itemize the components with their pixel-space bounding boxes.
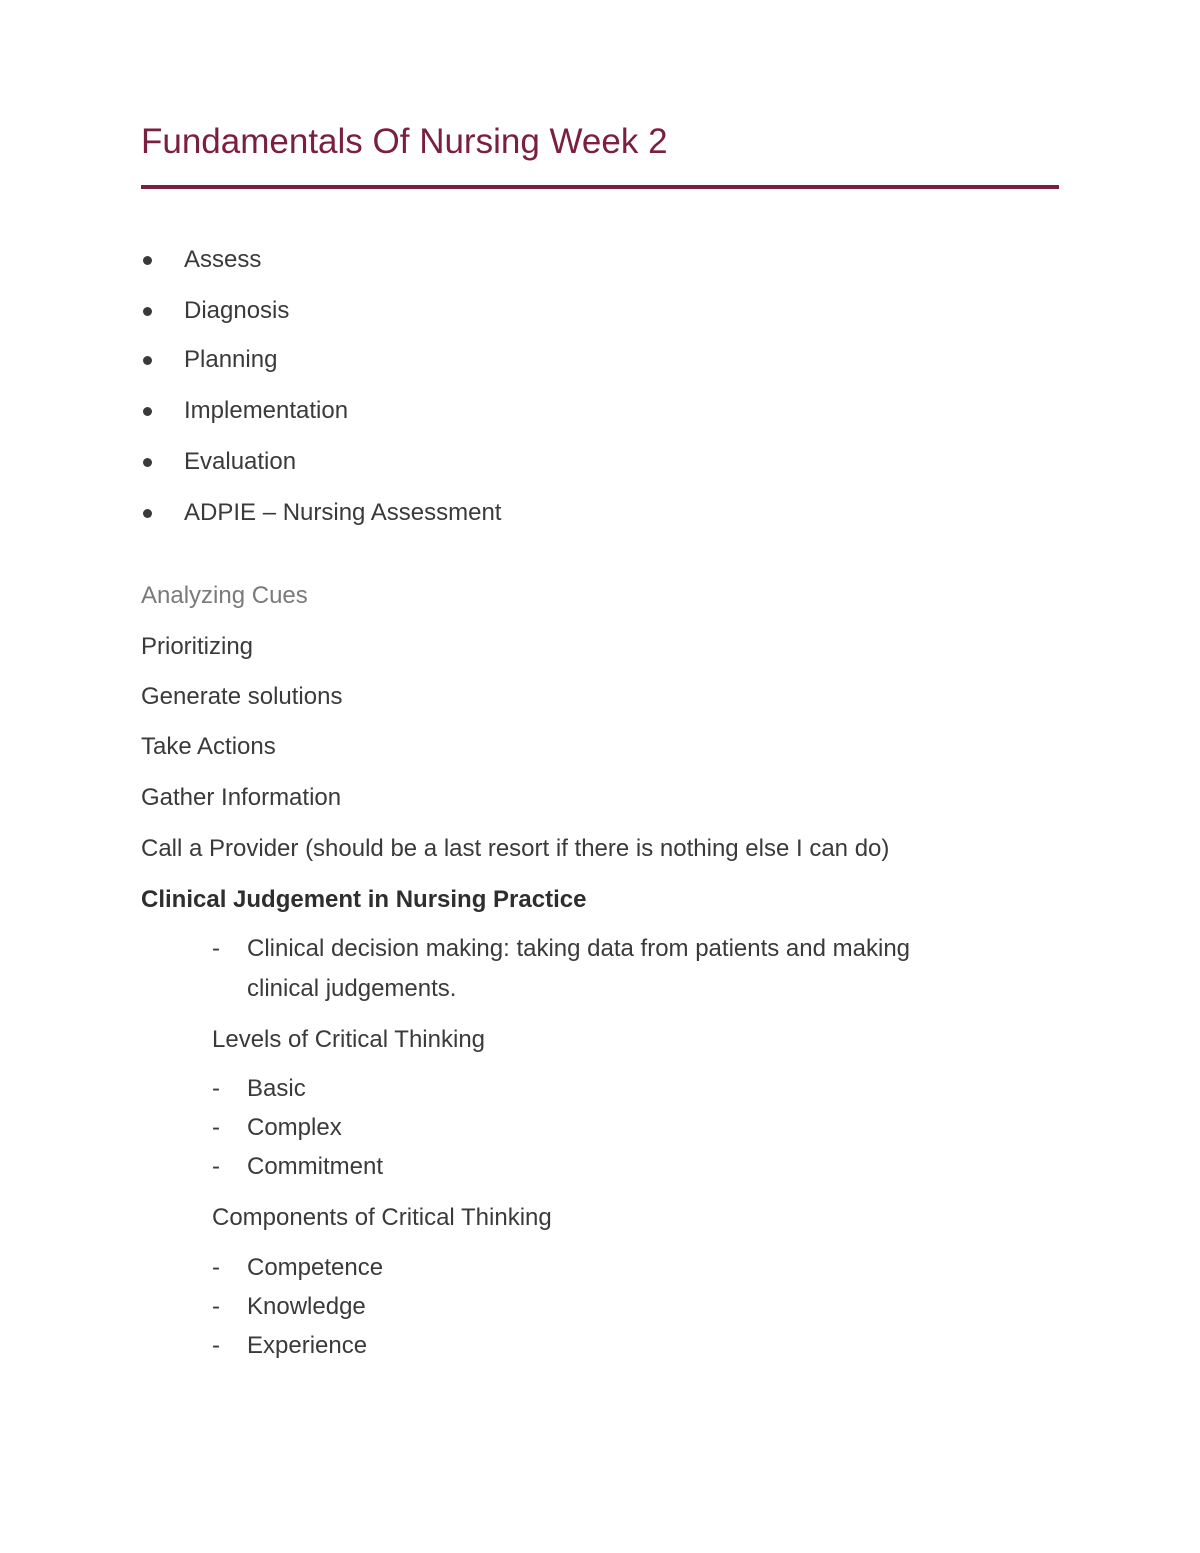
levels-item: Commitment (247, 1153, 384, 1180)
components-item: Knowledge (247, 1293, 366, 1320)
components-item: Competence (247, 1254, 384, 1281)
list-item: Evaluation (184, 448, 297, 475)
bullet-icon (143, 407, 152, 416)
list-item: Planning (184, 346, 278, 373)
dash-marker: - (212, 1254, 220, 1281)
title-underline (141, 185, 1059, 189)
list-item: Assess (184, 246, 262, 273)
levels-heading: Levels of Critical Thinking (212, 1026, 486, 1053)
dash-marker: - (212, 1293, 220, 1320)
bullet-icon (143, 256, 152, 265)
bullet-icon (143, 509, 152, 518)
bullet-icon (143, 307, 152, 316)
dash-marker: - (212, 1332, 220, 1359)
levels-item: Basic (247, 1075, 306, 1102)
cues-step: Gather Information (141, 784, 342, 811)
list-item: Diagnosis (184, 297, 290, 324)
cues-step: Generate solutions (141, 683, 343, 710)
document-title: Fundamentals Of Nursing Week 2 (141, 122, 668, 161)
clinical-item-line2: clinical judgements. (247, 975, 457, 1002)
levels-item: Complex (247, 1114, 342, 1141)
cues-step: Prioritizing (141, 633, 254, 660)
components-item: Experience (247, 1332, 368, 1359)
dash-marker: - (212, 1075, 220, 1102)
bullet-icon (143, 356, 152, 365)
clinical-heading: Clinical Judgement in Nursing Practice (141, 886, 587, 913)
components-heading: Components of Critical Thinking (212, 1204, 552, 1231)
cues-step: Take Actions (141, 733, 276, 760)
bullet-icon (143, 458, 152, 467)
dash-marker: - (212, 935, 220, 962)
list-item: Implementation (184, 397, 349, 424)
cues-step: Call a Provider (should be a last resort if there is nothing else I can do) (141, 835, 890, 862)
dash-marker: - (212, 1153, 220, 1180)
list-item: ADPIE – Nursing Assessment (184, 499, 502, 526)
cues-heading: Analyzing Cues (141, 582, 308, 609)
clinical-item-line1: Clinical decision making: taking data from patients and making (247, 935, 911, 962)
dash-marker: - (212, 1114, 220, 1141)
